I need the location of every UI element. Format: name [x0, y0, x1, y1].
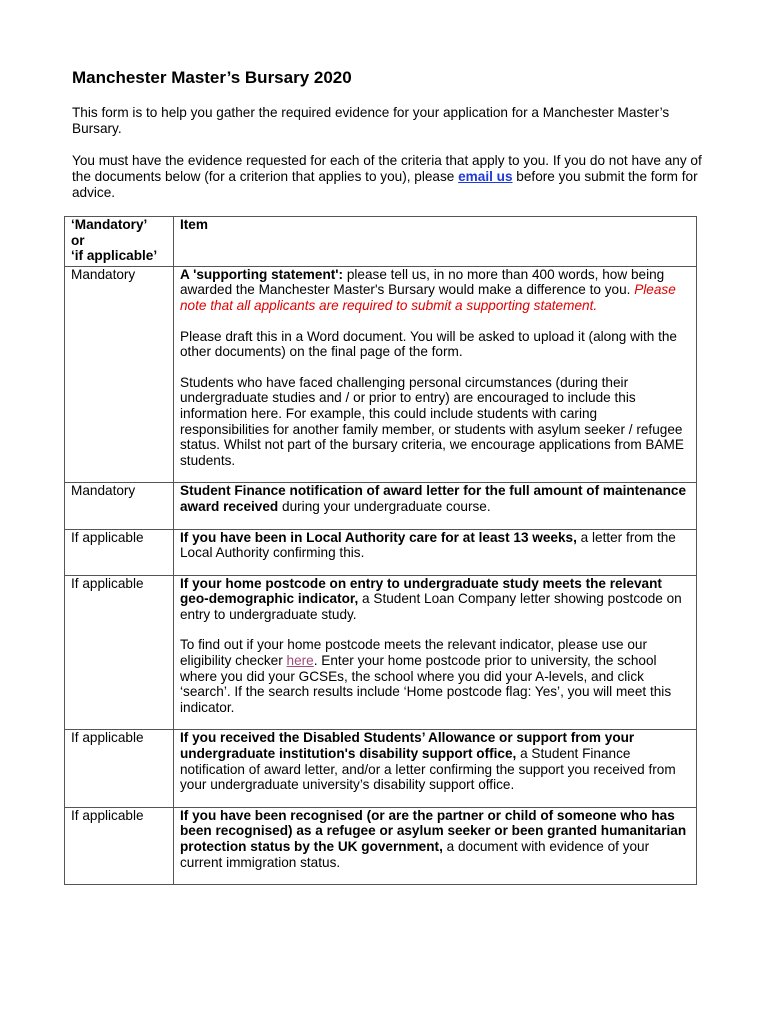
- bold-text: Student Finance notification of award letter for the full amount of maintenance award received: [180, 483, 687, 514]
- item-paragraph: [180, 267, 690, 314]
- table-row: [65, 730, 697, 807]
- item-paragraph: [180, 576, 690, 623]
- text: a letter from the Local Authority confirming this.: [180, 529, 676, 561]
- item-cell: [174, 575, 697, 730]
- table-row: [65, 483, 697, 529]
- item-paragraph: [180, 329, 690, 360]
- text: before you submit the form for advice.: [72, 169, 698, 200]
- requirement-cell: Mandatory: [65, 483, 174, 529]
- bold-text: If you have been recognised (or are the partner or child of someone who has been recognised) as a refugee or asylum seeker or been granted humanitarian protection status by the UK government,: [180, 807, 687, 854]
- table-row: [65, 575, 697, 730]
- bold-text: A 'supporting statement':: [180, 266, 344, 282]
- text: a Student Loan Company letter showing postcode on entry to undergraduate study.: [180, 591, 682, 622]
- requirement-cell: If applicable: [65, 529, 174, 575]
- item-paragraph: [180, 808, 690, 870]
- item-paragraph: [180, 530, 690, 561]
- text: during your undergraduate course.: [278, 498, 491, 514]
- eligibility-checker-link[interactable]: here: [286, 653, 314, 669]
- text: Please draft this in a Word document. You will be asked to upload it (along with the other documents) on the final page of the form.: [180, 328, 677, 360]
- text: please tell us, in no more than 400 words, how being awarded the Manchester Master's Bursary would make a difference to you.: [180, 266, 665, 298]
- page-title: Manchester Master’s Bursary 2020: [72, 68, 352, 87]
- requirement-cell: Mandatory: [65, 266, 174, 483]
- text: You must have the evidence requested for each of the criteria that apply to you. If you do not have any of the documents below (for a criterion that applies to you), please: [72, 153, 702, 184]
- item-paragraph: [180, 375, 690, 469]
- item-cell: [174, 807, 697, 884]
- text: . Enter your home postcode prior to university, the school where you did your GCSEs, the school where you did your A-levels, and click ‘search’. If the search results include ‘Home postcode flag: Yes’, you will meet this indicator.: [180, 653, 672, 715]
- requirement-cell: If applicable: [65, 807, 174, 884]
- evidence-paragraph: [72, 153, 702, 201]
- item-cell: [174, 529, 697, 575]
- note-text: Please note that all applicants are required to submit a supporting statement.: [180, 282, 676, 313]
- table-row: [65, 807, 697, 884]
- criteria-table: [64, 216, 697, 885]
- item-cell: [174, 266, 697, 483]
- table-row: [65, 529, 697, 575]
- text: a Student Finance notification of award letter, and/or a letter confirming the support you received from your undergraduate university’s disability support office.: [180, 746, 676, 793]
- item-cell: [174, 483, 697, 529]
- text: a document with evidence of your current immigration status.: [180, 839, 650, 870]
- item-cell: [174, 730, 697, 807]
- item-paragraph: [180, 637, 690, 715]
- header-line: ‘Mandatory’: [71, 217, 148, 232]
- table-header-row: [65, 217, 697, 267]
- bold-text: If you have been in Local Authority care for at least 13 weeks,: [180, 529, 577, 545]
- header-item: Item: [174, 217, 697, 267]
- item-paragraph: [180, 483, 690, 514]
- intro-paragraph: This form is to help you gather the required evidence for your application for a Manchester Master’s Bursary.: [72, 105, 670, 136]
- requirement-cell: If applicable: [65, 730, 174, 807]
- bold-text: If your home postcode on entry to undergraduate study meets the relevant geo-demographic indicator,: [180, 575, 662, 607]
- header-line: ‘if applicable’: [71, 248, 158, 264]
- text: To find out if your home postcode meets the relevant indicator, please use our eligibility checker: [180, 637, 647, 669]
- bold-text: If you received the Disabled Students’ Allowance or support from your undergraduate institution's disability support office,: [180, 730, 635, 762]
- table-row: [65, 266, 697, 483]
- header-requirement: [65, 217, 174, 267]
- header-line: or: [71, 232, 85, 248]
- email-us-link[interactable]: email us: [458, 169, 513, 184]
- text: Students who have faced challenging personal circumstances (during their undergraduate studies and / or prior to entry) are encouraged to include this information here. For example, this could include students with caring responsibilities for another family member, or students with asylum seeker / refugee status. Whilst not part of the bursary criteria, we encourage applications from BAME students.: [180, 374, 684, 468]
- item-paragraph: [180, 730, 690, 792]
- requirement-cell: If applicable: [65, 575, 174, 730]
